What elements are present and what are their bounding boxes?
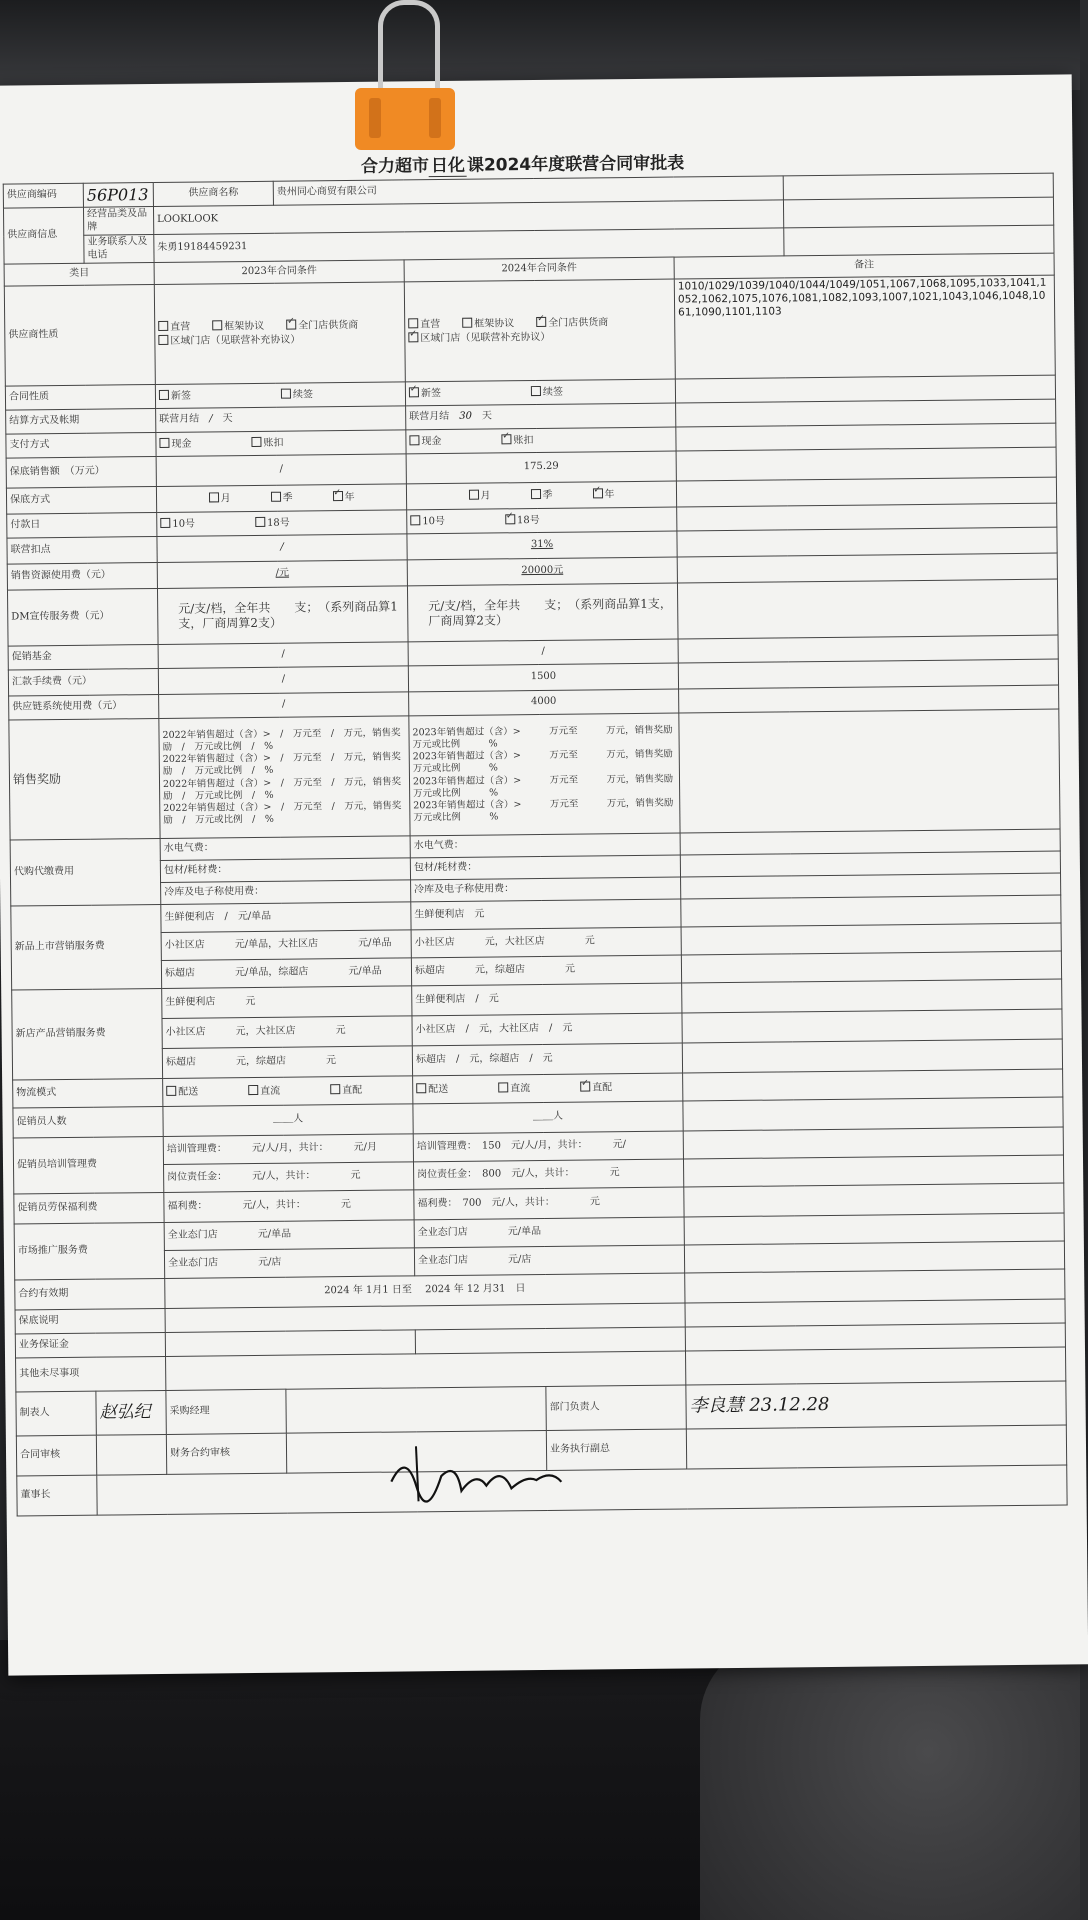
option: 配送 — [178, 1086, 199, 1098]
newprod-2024-l3: 标超店 元，综超店 元 — [411, 955, 681, 986]
title-prefix: 合力超市 — [360, 156, 430, 177]
rate-2024: 31% — [407, 531, 677, 560]
blank-cell — [683, 1155, 1063, 1187]
option: 账扣 — [263, 437, 284, 449]
settle-text: 联营月结 — [409, 411, 450, 423]
nature-2024 — [404, 279, 675, 382]
col-2024: 2024年合同条件 — [404, 257, 674, 282]
contact-value: 朱勇19184459231 — [154, 228, 784, 263]
option: 直流 — [510, 1082, 531, 1095]
contract-approval-sheet — [0, 74, 1088, 1675]
option-note: 见联营补充协议） — [220, 333, 301, 346]
option: 新签 — [170, 390, 192, 402]
option: 季 — [542, 489, 553, 501]
supply-2024: 4000 — [409, 689, 679, 716]
option: 月 — [480, 490, 491, 502]
contract-review-signature — [96, 1434, 166, 1475]
resource-label: 销售资源使用费（元） — [7, 562, 157, 590]
dept-head-label: 部门负责人 — [546, 1385, 686, 1430]
proxy-label: 代购代缴费用 — [10, 838, 161, 906]
maker-label: 制表人 — [16, 1391, 96, 1436]
checkbox — [208, 492, 218, 502]
option: 现金 — [171, 438, 192, 450]
contract-label: 合同性质 — [5, 385, 155, 411]
dm-label: DM宣传服务费（元） — [7, 588, 158, 646]
option: 全门店供货商 — [548, 317, 609, 329]
market-label: 市场推广服务费 — [14, 1222, 165, 1280]
checkbox — [530, 489, 540, 499]
guarantee-label: 保底销售额 （万元） — [6, 456, 156, 488]
checkbox — [166, 1086, 176, 1096]
newprod-2023-l1: 生鲜便利店 / 元/单品 — [161, 902, 411, 933]
remit-2024: 1500 — [408, 663, 678, 692]
maker-signature: 赵弘纪 — [96, 1390, 166, 1435]
checkbox-checked — [286, 320, 296, 330]
blank-cell — [684, 1241, 1064, 1273]
other-label: 其他未尽事项 — [16, 1356, 166, 1392]
market-2023-l2: 全业态门店 元/店 — [164, 1248, 414, 1279]
checkbox — [270, 491, 280, 501]
newstore-2024-l3: 标超店 / 元，综超店 / 元 — [412, 1043, 682, 1076]
logistics-label: 物流模式 — [13, 1078, 163, 1108]
checkbox — [159, 438, 169, 448]
logistics-2023 — [163, 1076, 413, 1107]
checkbox-checked — [592, 488, 602, 498]
option: 续签 — [542, 386, 564, 398]
option: 框架协议 — [474, 318, 515, 330]
guarantee-mode-2023 — [156, 484, 406, 513]
remit-2023: / — [158, 666, 408, 695]
blank-cell — [683, 1127, 1063, 1159]
reward-2024 — [409, 713, 702, 836]
binder-clip — [355, 88, 455, 150]
checkbox — [212, 320, 222, 330]
proxy-2023-l2: 包材/耗材费： — [160, 858, 410, 883]
training-label: 促销员培训管理费 — [13, 1136, 164, 1194]
contract-review-label: 合同审核 — [16, 1435, 96, 1476]
newprod-2024-l1: 生鲜便利店 元 — [411, 899, 681, 930]
supplier-info-label: 供应商信息 — [3, 207, 84, 264]
finance-review-label: 财务合约审核 — [166, 1433, 286, 1474]
checkbox — [408, 318, 418, 328]
col-2023: 2023年合同条件 — [154, 260, 404, 285]
deposit-label: 业务保证金 — [15, 1332, 165, 1358]
deposit-value — [165, 1330, 415, 1357]
promoters-2024: ＿＿人 — [413, 1101, 683, 1134]
blank-cell — [677, 579, 1058, 639]
store-list-remark: 1010/1029/1039/1040/1044/1049/1051,1067,1068,1095,1033,1041,1052,1062,1075,1076,1081,1082,1093,1007,1021,1043,1046,1048,1061,1090,1101,1103 — [674, 275, 1055, 379]
welfare-2024: 福利费： 700 元/人，共计： 元 — [414, 1187, 684, 1220]
guarantee-2023: / — [156, 454, 406, 487]
training-2024-l1: 培训管理费： 150 元/人/月，共计： 元/ — [413, 1131, 683, 1162]
purchase-manager-signature — [286, 1386, 546, 1433]
blank-cell — [679, 709, 1060, 833]
newstore-2024-l2: 小社区店 / 元，大社区店 / 元 — [412, 1013, 682, 1046]
settle-days: 30 — [459, 410, 472, 423]
reward-tier: 2022年销售超过（含）> / 万元至 / 万元，销售奖励 / 万元或比例 / % — [162, 775, 402, 802]
checkbox-checked — [332, 491, 342, 501]
col-remark: 备注 — [674, 253, 1054, 279]
settle-2023 — [156, 406, 406, 433]
option: 框架协议 — [224, 320, 265, 333]
option: 年 — [604, 488, 615, 501]
dept-head-signature: 李良慧 23.12.28 — [686, 1381, 1066, 1429]
option: 10号 — [172, 518, 196, 530]
supplier-name-value: 贵州同心商贸有限公司 — [273, 176, 783, 205]
option: 月 — [220, 492, 231, 505]
vp-label: 业务执行副总 — [546, 1429, 686, 1470]
title-suffix: 课2024年度联营合同审批表 — [466, 153, 685, 176]
purchase-manager-signature-scribble — [386, 1440, 567, 1512]
clip-slot — [369, 98, 381, 138]
resource-2023: /元 — [157, 560, 407, 589]
option: 现金 — [421, 435, 442, 447]
floor-label: 保底说明 — [15, 1308, 165, 1334]
reward-tier: 2023年销售超过（含）> 万元至 万元，销售奖励 万元或比例 % — [412, 748, 702, 775]
nature-label: 供应商性质 — [4, 285, 155, 387]
blank-cell — [677, 527, 1057, 557]
settle-unit: 天 — [222, 413, 233, 425]
blank-cell — [685, 1269, 1065, 1303]
checkbox — [531, 386, 541, 396]
promo-fund-2024: / — [408, 639, 678, 666]
blank-cell — [684, 1183, 1064, 1217]
vp-signature — [686, 1425, 1066, 1469]
remit-label: 汇款手续费（元） — [8, 668, 158, 696]
promoters-label: 促销员人数 — [13, 1106, 163, 1138]
option: 账扣 — [513, 434, 534, 447]
checkbox — [468, 489, 478, 499]
approval-form-table — [3, 173, 1068, 1517]
option: 季 — [282, 492, 293, 504]
training-2024-l2: 岗位责任金： 800 元/人，共计： 元 — [413, 1159, 683, 1190]
blank-cell — [682, 979, 1062, 1013]
market-2024-l2: 全业态门店 元/店 — [414, 1245, 684, 1276]
payday-label: 付款日 — [7, 512, 157, 538]
training-2023-l2: 岗位责任金： 元/人，共计： 元 — [164, 1162, 414, 1193]
option: 直营 — [420, 319, 441, 331]
option: 10号 — [422, 515, 446, 527]
newprod-label: 新品上市营销服务费 — [11, 904, 162, 990]
promoters-2023: ＿＿人 — [163, 1104, 413, 1137]
checkbox — [255, 517, 265, 527]
option: 直配 — [342, 1084, 363, 1096]
contact-label: 业务联系人及电话 — [84, 235, 154, 264]
supply-2023: / — [159, 692, 409, 719]
option: 区域门店（ — [170, 334, 221, 347]
blank-cell — [681, 923, 1061, 955]
option: 续签 — [292, 389, 314, 401]
blank-cell — [681, 951, 1061, 983]
checkbox-checked — [580, 1081, 590, 1091]
newstore-2023-l3: 标超店 元，综超店 元 — [162, 1046, 412, 1079]
chairman-label: 董事长 — [17, 1475, 97, 1516]
blank-cell — [682, 1009, 1062, 1043]
unit: 人 — [552, 1111, 564, 1123]
supply-label: 供应链系统使用费（元） — [9, 694, 159, 720]
checkbox — [251, 437, 261, 447]
reward-tier: 2023年销售超过（含）> 万元至 万元，销售奖励 万元或比例 % — [412, 772, 702, 799]
option: 直流 — [260, 1085, 281, 1097]
reward-label: 销售奖励 — [9, 718, 160, 840]
blank-cell — [684, 1213, 1064, 1245]
row-supplier-nature — [4, 275, 1055, 386]
checkbox — [498, 1082, 508, 1092]
guarantee-mode-label: 保底方式 — [6, 486, 156, 514]
option-note: 见联营补充协议） — [470, 331, 551, 344]
pay-2024 — [406, 427, 676, 454]
purchase-manager-label: 采购经理 — [166, 1389, 286, 1434]
blank-cell — [678, 659, 1058, 689]
title-fill — [429, 151, 467, 177]
pay-label: 支付方式 — [6, 432, 156, 458]
option: 年 — [344, 491, 355, 503]
payday-2024 — [407, 507, 677, 534]
option: 直配 — [592, 1082, 613, 1094]
dm-2023: 元/支/档，全年共 支； （系列商品算1支，厂商周算2支） — [157, 586, 408, 645]
blank-cell — [784, 225, 1054, 256]
rate-2023: / — [157, 534, 407, 563]
blank-cell — [783, 197, 1053, 228]
reward-2023 — [159, 716, 410, 839]
option: 全门店供货商 — [298, 319, 359, 332]
proxy-2024-l3: 冷库及电子称使用费： — [411, 877, 681, 902]
fabric-corner — [700, 1640, 1080, 1920]
col-item: 类目 — [4, 263, 154, 287]
guarantee-2024: 175.29 — [406, 451, 676, 484]
checkbox — [416, 1083, 426, 1093]
checkbox — [281, 388, 291, 398]
proxy-2023-l3: 冷库及电子称使用费： — [161, 880, 411, 905]
blank-cell — [683, 1069, 1063, 1101]
blank-cell — [682, 1039, 1062, 1073]
newstore-2023-l1: 生鲜便利店 元 — [162, 986, 412, 1019]
supplier-code-value: 56P013 — [83, 183, 153, 208]
proxy-2024-l1: 水电气费： — [410, 833, 680, 858]
reward-tier: 2023年销售超过（含）> 万元至 万元，销售奖励 万元或比例 % — [412, 724, 702, 751]
title-fill-text: 日化 — [430, 155, 466, 177]
option: 18号 — [516, 514, 540, 526]
guarantee-mode-2024 — [406, 481, 676, 510]
checkbox-checked — [409, 387, 419, 397]
option: 配送 — [428, 1083, 449, 1095]
reward-tier: 2023年销售超过（含）> 万元至 万元，销售奖励 万元或比例 % — [413, 797, 702, 824]
dm-2024: 元/支/档，全年共 支； （系列商品算1支，厂商周算2支） — [407, 583, 678, 642]
blank-cell — [685, 1347, 1065, 1385]
deposit-value-2 — [415, 1327, 685, 1354]
option: 区域门店（ — [420, 332, 471, 344]
checkbox — [159, 390, 169, 400]
option: 18号 — [266, 517, 290, 529]
reward-tier: 2022年销售超过（含）> / 万元至 / 万元，销售奖励 / 万元或比例 / % — [163, 800, 402, 826]
checkbox — [160, 518, 170, 528]
checkbox-checked — [408, 332, 418, 342]
blank-cell — [681, 895, 1061, 927]
proxy-2023-l1: 水电气费： — [160, 836, 410, 861]
newprod-2023-l3: 标超店 元/单品，综超店 元/单品 — [161, 958, 411, 989]
category-brand-value: LOOKLOOK — [153, 200, 783, 235]
other-value — [166, 1351, 686, 1390]
checkbox — [410, 515, 420, 525]
blank-cell — [683, 1097, 1063, 1131]
newstore-2023-l2: 小社区店 元，大社区店 元 — [162, 1016, 412, 1049]
document-title — [242, 147, 802, 179]
checkbox — [409, 435, 419, 445]
training-2023-l1: 培训管理费： 元/人/月，共计： 元/月 — [163, 1134, 413, 1165]
settle-2024 — [406, 403, 676, 430]
checkbox-checked — [536, 317, 546, 327]
row-sales-reward — [9, 709, 1060, 840]
blank-cell — [676, 447, 1056, 481]
blank-cell — [783, 173, 1053, 200]
checkbox — [462, 318, 472, 328]
logistics-2024 — [413, 1073, 683, 1104]
newstore-label: 新店产品营销服务费 — [12, 988, 163, 1080]
rate-label: 联营扣点 — [7, 536, 157, 564]
resource-2024: 20000元 — [407, 557, 677, 586]
category-brand-label: 经营品类及品牌 — [83, 207, 153, 236]
promo-fund-2023: / — [158, 642, 408, 669]
pay-2023 — [156, 430, 406, 457]
validity-value: 2024 年 1月1 日至 2024 年 12 月31 日 — [165, 1273, 685, 1308]
settle-label: 结算方式及帐期 — [6, 408, 156, 434]
settle-unit: 天 — [481, 410, 492, 422]
checkbox — [158, 321, 168, 331]
proxy-2024-l2: 包材/耗材费： — [410, 855, 680, 880]
checkbox-checked — [501, 434, 511, 444]
market-2024-l1: 全业态门店 元/单品 — [414, 1217, 684, 1248]
option: 新签 — [420, 387, 442, 399]
checkbox — [248, 1085, 258, 1095]
settle-days: / — [209, 413, 213, 425]
unit: 人 — [292, 1113, 304, 1125]
settle-text: 联营月结 — [159, 413, 200, 426]
market-2023-l1: 全业态门店 元/单品 — [164, 1220, 414, 1251]
blank-cell — [676, 477, 1056, 507]
payday-2023 — [157, 510, 407, 537]
newstore-2024-l1: 生鲜便利店 / 元 — [412, 983, 682, 1016]
contract-2024 — [405, 379, 675, 406]
supplier-name-label: 供应商名称 — [153, 181, 273, 206]
newprod-2023-l2: 小社区店 元/单品，大社区店 元/单品 — [161, 930, 411, 961]
contract-2023 — [155, 382, 405, 409]
validity-label: 合约有效期 — [15, 1278, 165, 1310]
promo-fund-label: 促销基金 — [8, 644, 158, 670]
blank-cell — [677, 553, 1057, 583]
checkbox — [158, 334, 168, 344]
nature-2023 — [154, 282, 405, 385]
reward-tier: 2022年销售超过（含）> / 万元至 / 万元，销售奖励 / 万元或比例 / % — [162, 727, 401, 753]
option: 直营 — [170, 321, 191, 333]
welfare-2023: 福利费： 元/人，共计： 元 — [164, 1190, 414, 1223]
welfare-label: 促销员劳保福利费 — [14, 1192, 164, 1224]
reward-tier: 2022年销售超过（含）> / 万元至 / 万元，销售奖励 / 万元或比例 / % — [162, 751, 401, 778]
newprod-2024-l2: 小社区店 元，大社区店 元 — [411, 927, 681, 958]
checkbox-checked — [505, 514, 515, 524]
clip-slot — [429, 98, 441, 138]
checkbox — [330, 1084, 340, 1094]
supplier-code-label: 供应商编码 — [3, 183, 83, 208]
